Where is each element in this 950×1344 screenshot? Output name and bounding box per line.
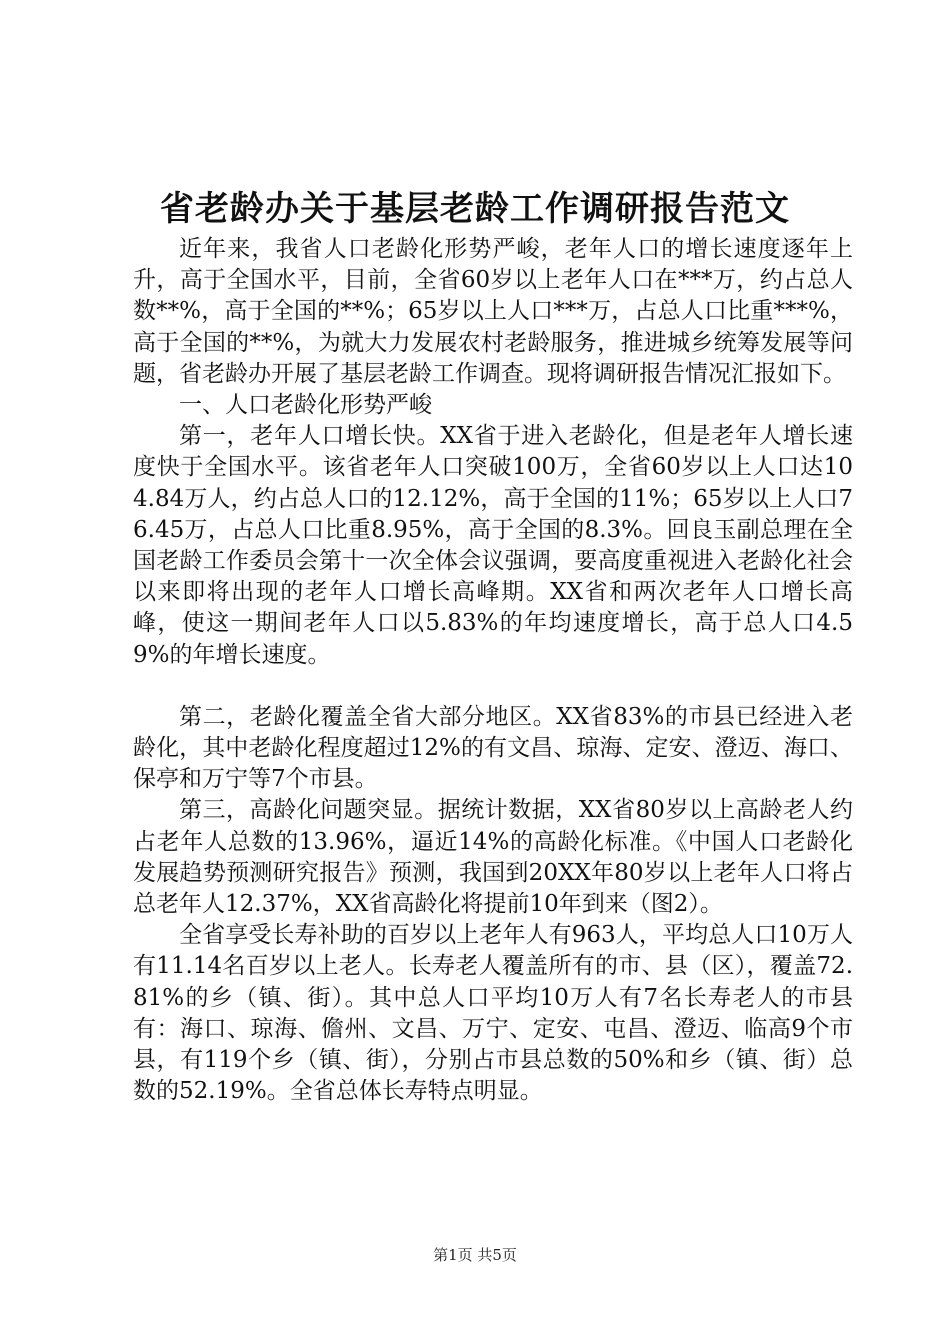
- longevity-paragraph: 全省享受长寿补助的百岁以上老年人有963人，平均总人口10万人有11.14名百岁以上老人。长寿老人覆盖所有的市、县（区），覆盖72.81%的乡（镇、街）。其中总人口平均10万人有7名长寿老人的市县有：海口、琼海、儋州、文昌、万宁、定安、屯昌、澄迈、临高9个市县，有119个乡（镇、街），分别占市县总数的50%和乡（镇、街）总数的52.19%。全省总体长寿特点明显。: [133, 922, 853, 1105]
- section-heading: 一、人口老龄化形势严峻: [179, 392, 432, 419]
- page-number-footer: 第1页 共5页: [433, 1246, 517, 1264]
- document-title: 省老龄办关于基层老龄工作调研报告范文: [160, 189, 790, 229]
- point-one-paragraph: 第一，老年人口增长快。XX省于进入老龄化，但是老年人增长速度快于全国水平。该省老年人口突破100万，全省60岁以上人口达104.84万人，约占总人口的12.12%，高于全国的11%；65岁以上人口76.45万，占总人口比重8.95%，高于全国的8.3%。回良玉副总理在全国老龄工作委员会第十一次全体会议强调，要高度重视进入老龄化社会以来即将出现的老年人口增长高峰期。XX省和两次老年人口增长高峰，使这一期间老年人口以5.83%的年均速度增长，高于总人口4.59%的年增长速度。: [133, 423, 853, 668]
- intro-paragraph: 近年来，我省人口老龄化形势严峻，老年人口的增长速度逐年上升，高于全国水平，目前，全省60岁以上老年人口在***万，约占总人数**%，高于全国的**%；65岁以上人口***万，占总人口比重***%，高于全国的**%，为就大力发展农村老龄服务，推进城乡统筹发展等问题，省老龄办开展了基层老龄工作调查。现将调研报告情况汇报如下。: [133, 236, 853, 387]
- document-body: [133, 234, 853, 1107]
- point-two-paragraph: 第二，老龄化覆盖全省大部分地区。XX省83%的市县已经进入老龄化，其中老龄化程度超过12%的有文昌、琼海、定安、澄迈、海口、保亭和万宁等7个市县。: [133, 703, 853, 793]
- point-three-paragraph: 第三，高龄化问题突显。据统计数据，XX省80岁以上高龄老人约占老年人总数的13.96%，逼近14%的高龄化标准。《中国人口老龄化发展趋势预测研究报告》预测，我国到20XX年80岁以上老年人口将占总老年人12.37%，XX省高龄化将提前10年到来（图2）。: [133, 797, 853, 918]
